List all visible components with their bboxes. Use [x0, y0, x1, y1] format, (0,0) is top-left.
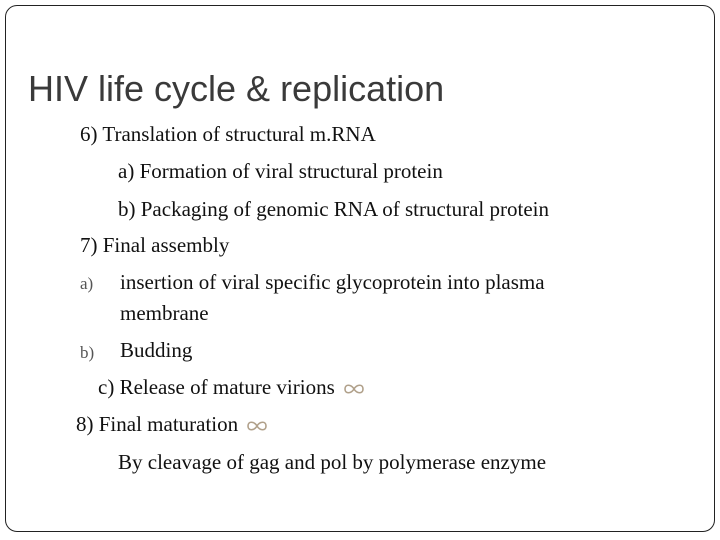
list-item: Budding	[120, 338, 193, 362]
list-item-text: 8) Final maturation	[76, 412, 239, 436]
list-item: 7) Final assembly	[80, 233, 230, 257]
list-item: By cleavage of gag and pol by polymerase enzyme	[118, 450, 547, 474]
list-item-continuation: membrane	[120, 301, 209, 325]
infinity-ornament-icon	[343, 382, 365, 396]
list-item	[98, 377, 365, 398]
list-item: 6) Translation of structural m.RNA	[80, 122, 376, 146]
slide-title: HIV life cycle & replication	[28, 68, 445, 109]
list-marker: a)	[80, 274, 94, 293]
infinity-ornament-icon	[246, 419, 268, 433]
list-item: insertion of viral specific glycoprotein into plasma	[120, 270, 545, 294]
list-item-text: c) Release of mature virions	[98, 375, 335, 399]
list-marker: b)	[80, 343, 95, 362]
list-item: b) Packaging of genomic RNA of structural protein	[118, 197, 549, 221]
list-item: a) Formation of viral structural protein	[118, 159, 443, 183]
list-item	[76, 414, 268, 435]
